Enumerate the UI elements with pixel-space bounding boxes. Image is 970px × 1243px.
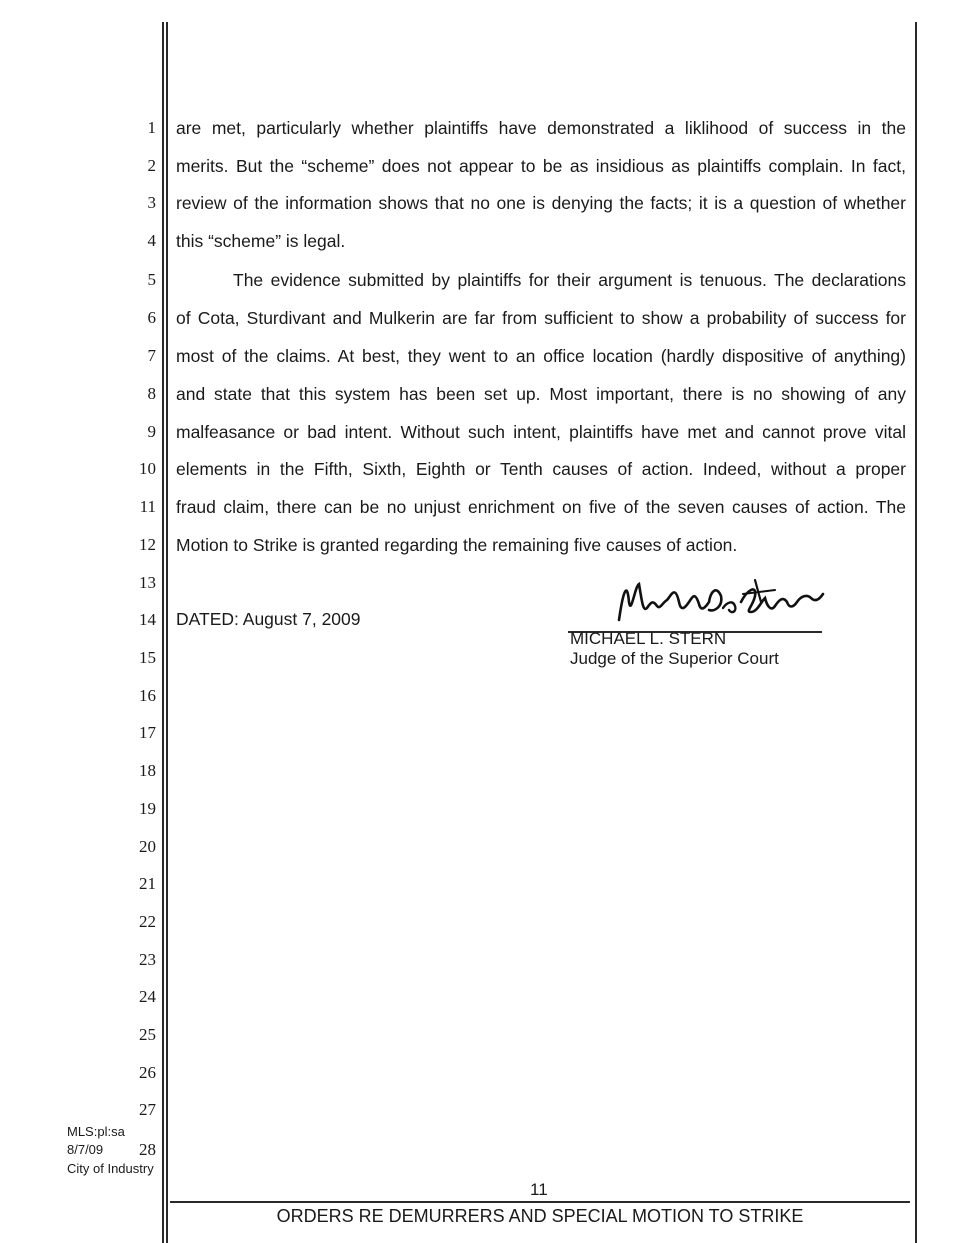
line-number: 6 [147,308,156,327]
line-number: 17 [139,723,156,742]
footer-initials: MLS:pl:sa [67,1124,125,1139]
line-number: 12 [139,535,156,554]
left-margin-rule-inner [166,22,168,1243]
body-line: The evidence submitted by plaintiffs for their argument is tenuous. The declarations [233,270,906,290]
line-number: 18 [139,761,156,780]
line-number: 11 [139,497,156,516]
line-number: 2 [147,156,156,175]
footer-date: 8/7/09 [67,1142,104,1157]
body-line: merits. But the “scheme” does not appear to be as insidious as plaintiffs complain. In fact, [176,156,906,176]
body-line: most of the claims. At best, they went to an office location (hardly dispositive of anything) [176,346,906,366]
body-line: fraud claim, there can be no unjust enrichment on five of the seven causes of action. The [176,497,906,517]
line-number: 15 [139,648,156,667]
line-number: 22 [139,912,156,931]
line-number: 7 [147,346,156,365]
signer-title: Judge of the Superior Court [570,649,779,668]
body-line: of Cota, Sturdivant and Mulkerin are far from sufficient to show a probability of success for [176,308,906,328]
line-number: 13 [139,573,156,592]
line-number: 27 [139,1100,156,1119]
line-number: 19 [139,799,156,818]
page-number: 11 [530,1180,548,1199]
line-number: 4 [147,231,156,250]
body-line: review of the information shows that no one is denying the facts; it is a question of whether [176,193,906,213]
left-margin-rule-outer [162,22,164,1243]
line-number: 16 [139,686,156,705]
line-number: 1 [147,118,156,137]
line-number: 9 [147,422,156,441]
line-number: 5 [147,270,156,289]
line-number: 10 [139,459,156,478]
line-number: 24 [139,987,156,1006]
line-number: 8 [147,384,156,403]
line-number: 23 [139,950,156,969]
dated-line: DATED: August 7, 2009 [176,609,361,629]
body-line: and state that this system has been set up. Most important, there is no showing of any [176,384,906,404]
line-number: 3 [147,193,156,212]
line-number: 25 [139,1025,156,1044]
handwritten-signature [605,572,835,632]
footer-caption: City of Industry [67,1161,154,1176]
line-number: 26 [139,1063,156,1082]
body-line: Motion to Strike is granted regarding the remaining five causes of action. [176,535,738,555]
signer-name: MICHAEL L. STERN [570,629,727,648]
body-line: are met, particularly whether plaintiffs have demonstrated a liklihood of success in the [176,118,906,138]
line-number: 21 [139,874,156,893]
line-number: 28 [139,1140,156,1159]
body-line: elements in the Fifth, Sixth, Eighth or Tenth causes of action. Indeed, without a proper [176,459,906,479]
body-line: this “scheme” is legal. [176,231,346,251]
line-number: 20 [139,837,156,856]
right-margin-rule [915,22,917,1243]
footer-rule [170,1201,910,1203]
document-title: ORDERS RE DEMURRERS AND SPECIAL MOTION TO STRIKE [276,1206,804,1226]
body-line: malfeasance or bad intent. Without such intent, plaintiffs have met and cannot prove vital [176,422,906,442]
line-number: 14 [139,610,156,629]
